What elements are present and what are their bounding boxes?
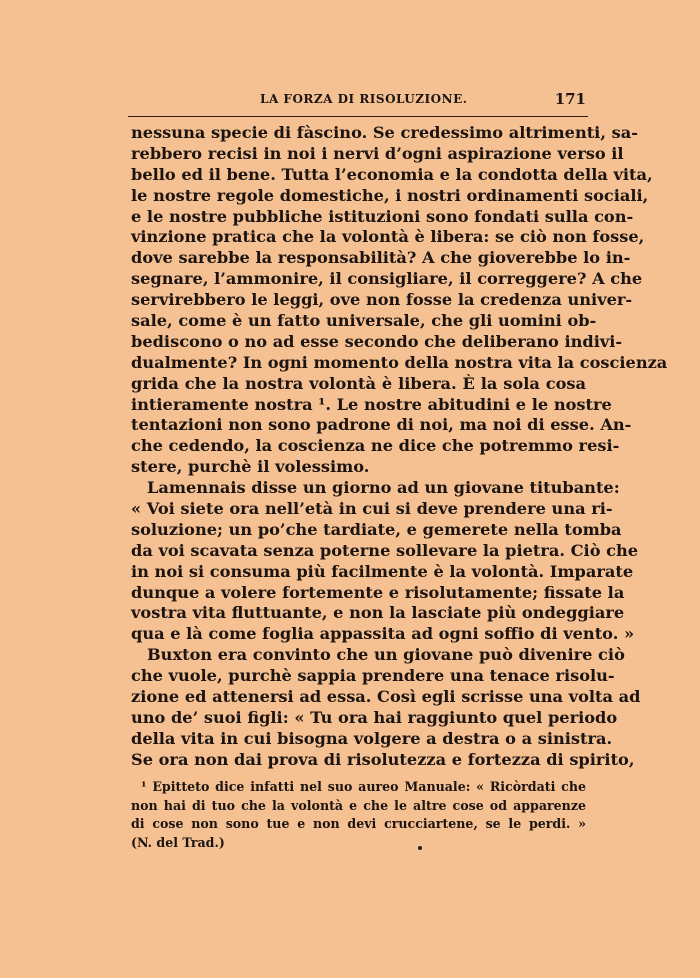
page-number: 171 (554, 90, 586, 108)
body-line: soluzione; un po’che tardiate, e gemerete nella tomba (131, 519, 622, 539)
body-line: Buxton era convinto che un giovane può divenire ciò (147, 645, 625, 665)
body-line: « Voi siete ora nell’età in cui si deve prendere una ri- (131, 499, 613, 519)
body-line: dualmente? In ogni momento della nostra vita la coscienza (131, 352, 668, 372)
header-rule (128, 116, 588, 117)
body-line: segnare, l’ammonire, il consigliare, il correggere? A che (131, 269, 643, 289)
running-title: LA FORZA DI RISOLUZIONE. (260, 92, 468, 106)
body-line: dove sarebbe la responsabilità? A che gioverebbe lo in- (131, 248, 631, 268)
body-line: le nostre regole domestiche, i nostri ordinamenti sociali, (131, 185, 649, 205)
body-line: Lamennais disse un giorno ad un giovane titubante: (147, 478, 620, 498)
body-line: grida che la nostra volontà è libera. È la sola cosa (131, 373, 586, 393)
footnote-line: ¹ Epitteto dice infatti nel suo aureo Manuale: « Ricòrdati che (141, 779, 586, 794)
body-line: vinzione pratica che la volontà è libera: se ciò non fosse, (131, 227, 645, 247)
body-line: uno de’ suoi figli: « Tu ora hai raggiunto quel periodo (131, 707, 618, 727)
body-line: bello ed il bene. Tutta l’economia e la condotta della vita, (131, 164, 653, 184)
body-line: dunque a volere fortemente e risolutamente; fissate la (131, 582, 625, 602)
body-line: da voi scavata senza poterne sollevare la pietra. Ciò che (131, 540, 639, 560)
body-line: e le nostre pubbliche istituzioni sono fondati sulla con- (131, 206, 634, 226)
body-line: zione ed attenersi ad essa. Così egli scrisse una volta ad (131, 687, 641, 707)
body-line: rebbero recisi in noi i nervi d’ogni aspirazione verso il (131, 143, 624, 163)
footnote (131, 778, 586, 852)
body-line: intieramente nostra ¹. Le nostre abitudini e le nostre (131, 394, 612, 414)
footnote-line: (N. del Trad.) (131, 834, 225, 850)
body-line: tentazioni non sono padrone di noi, ma noi di esse. An- (131, 415, 632, 435)
body-line: qua e là come foglia appassita ad ogni soffio di vento. » (131, 624, 635, 644)
body-line: nessuna specie di fàscino. Se credessimo altrimenti, sa- (131, 123, 638, 142)
body-line: della vita in cui bisogna volgere a destra o a sinistra. (131, 728, 613, 748)
body-line: servirebbero le leggi, ove non fosse la credenza univer- (131, 290, 633, 310)
body-text (131, 123, 668, 771)
body-line: stere, purchè il volessimo. (131, 457, 370, 477)
body-line: in noi si consuma più facilmente è la volontà. Imparate (131, 561, 634, 581)
body-line: vostra vita fluttuante, e non la lasciate più ondeggiare (131, 603, 625, 623)
body-line: che vuole, purchè sappia prendere una tenace risolu- (131, 666, 615, 686)
running-head (128, 90, 588, 112)
body-line: che cedendo, la coscienza ne dice che potremmo resi- (131, 436, 620, 456)
footnote-line: di cose non sono tue e non devi crucciartene, se le perdi. » (131, 816, 586, 832)
body-line: Se ora non dai prova di risolutezza e fortezza di spirito, (131, 749, 635, 769)
footnote-line: non hai di tuo che la volontà e che le altre cose od apparenze (131, 797, 586, 813)
body-line: bediscono o no ad esse secondo che deliberano indivi- (131, 331, 623, 351)
ink-speck (418, 846, 422, 850)
body-line: sale, come è un fatto universale, che gli uomini ob- (131, 311, 597, 331)
